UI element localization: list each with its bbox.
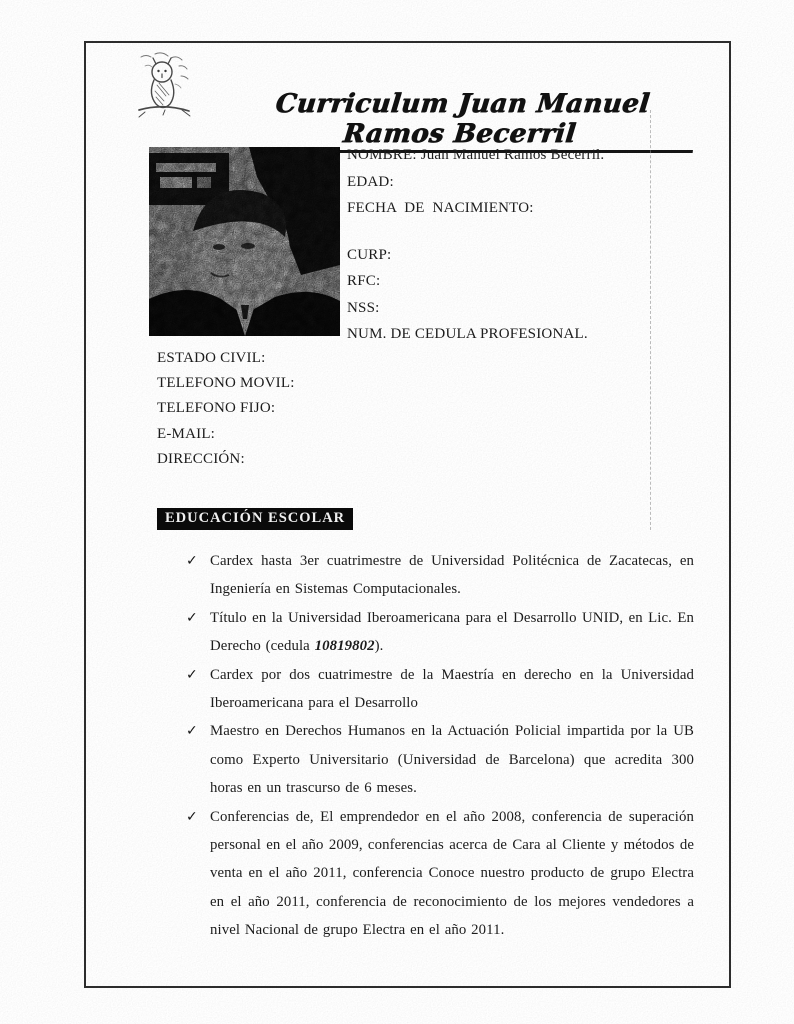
scan-artifact-line [650, 110, 651, 530]
checkmark-bullet-icon: ✓ [186, 609, 198, 626]
education-section-heading: EDUCACIÓN ESCOLAR [157, 508, 353, 530]
personal-info-left-column [157, 346, 577, 472]
info-field-line: CURP: [347, 246, 392, 263]
info-field-line: NUM. DE CEDULA PROFESIONAL. [347, 326, 588, 342]
info-field-line: NSS: [347, 299, 380, 316]
checkmark-bullet-icon: ✓ [186, 808, 198, 825]
education-item-text: Cardex por dos cuatrimestre de la Maestría en derecho en la Universidad Iberoamericana para el Desarrollo [210, 666, 694, 712]
checkmark-bullet-icon: ✓ [186, 723, 198, 740]
owl-logo-icon [135, 52, 193, 122]
info-field-line: EDAD: [347, 173, 394, 190]
document-border-frame [84, 41, 731, 988]
info-field-line: TELEFONO FIJO: [157, 400, 276, 417]
education-item-text: Cardex hasta 3er cuatrimestre de Universidad Politécnica de Zacatecas, en Ingeniería en Sistemas Computacionales. [210, 553, 694, 598]
info-field-line: TELEFONO MOVIL: [157, 375, 295, 392]
education-item-text: Maestro en Derechos Humanos en la Actuación Policial impartida por la UB como Experto Universitario (Universidad de Barcelona) que acredita 300 horas en un trascurso de 6 meses. [210, 723, 694, 797]
info-field-line: E-MAIL: [157, 425, 216, 442]
info-field-line: RFC: [347, 273, 381, 289]
page-title: Curriculum Juan Manuel Ramos Becerril [223, 89, 700, 153]
education-list-item [186, 604, 698, 661]
checkmark-bullet-icon: ✓ [186, 553, 198, 569]
personal-info-right-column [347, 142, 707, 348]
portrait-photo [149, 147, 340, 336]
info-field-line: FECHA DE NACIMIENTO: [347, 200, 534, 216]
education-list-item [186, 803, 698, 945]
info-field-line: ESTADO CIVIL: [157, 350, 266, 366]
education-list-item [186, 717, 698, 802]
education-item-text: Conferencias de, El emprendedor en el año 2008, conferencia de superación personal en el año 2009, conferencias acerca de Cara al Cliente y métodos de venta en el año 2011, conferencia Conoce nuestro producto de grupo Electra en el año 2011, conferencia de reconocimiento de los mejores vendedores a nivel Nacional de grupo Electra en el año 2011. [210, 808, 694, 939]
education-list-item [186, 661, 698, 718]
info-field-line: NOMBRE: Juan Manuel Ramos Becerril. [347, 147, 605, 163]
education-item-text: Título en la Universidad Iberoamericana para el Desarrollo UNID, en Lic. En Derecho (cedula 10819802). [210, 609, 694, 655]
education-list-item [186, 547, 698, 604]
info-field-line: DIRECCIÓN: [157, 450, 245, 467]
info-spacer [347, 222, 707, 242]
education-items-list [186, 547, 698, 945]
checkmark-bullet-icon: ✓ [186, 666, 198, 683]
